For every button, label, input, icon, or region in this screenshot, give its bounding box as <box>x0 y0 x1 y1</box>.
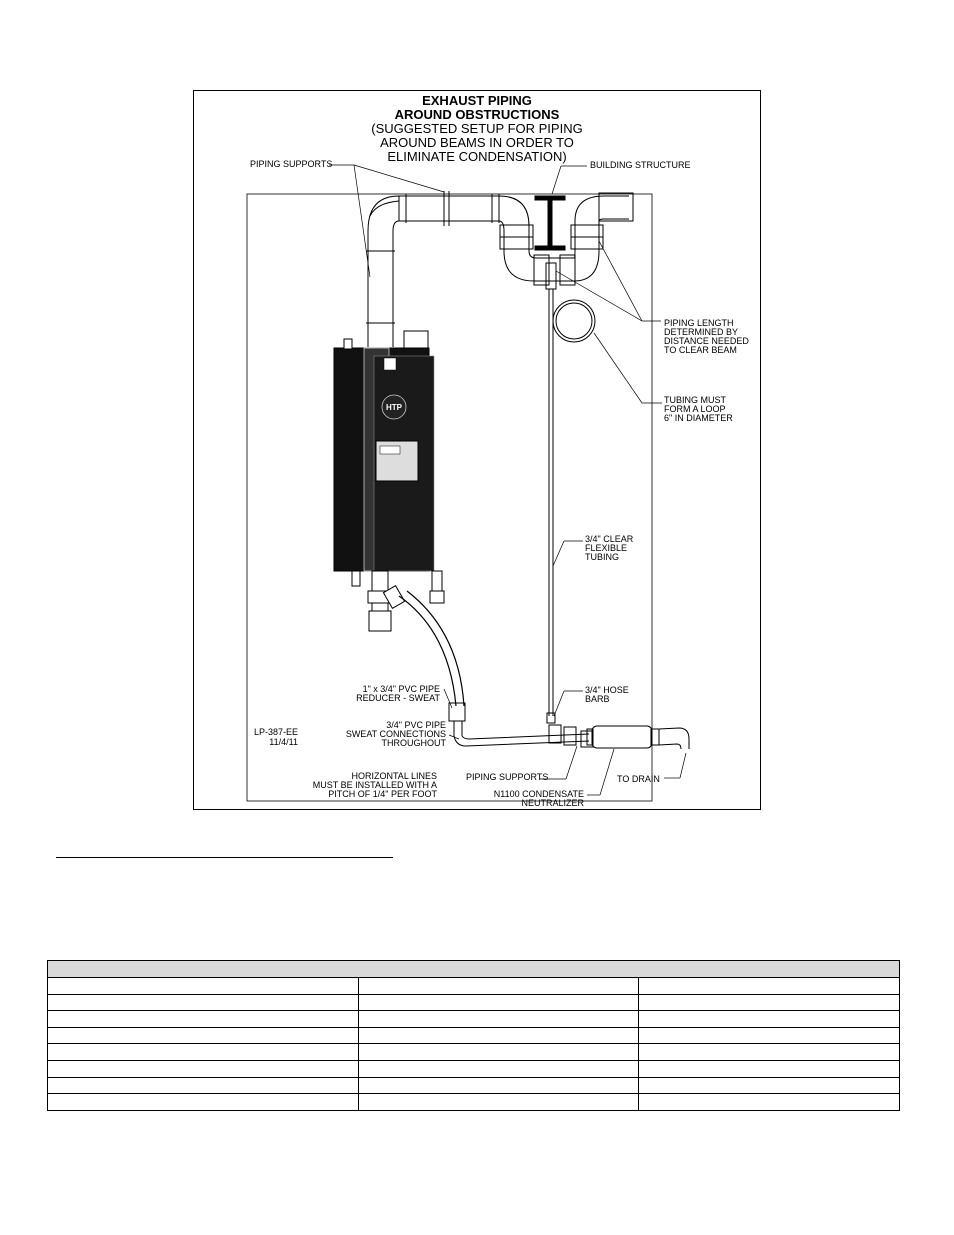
label-pvc-reducer: 1" x 3/4" PVC PIPE REDUCER - SWEAT <box>356 684 440 703</box>
diagram-title <box>194 94 760 164</box>
label-neutralizer: N1100 CONDENSATE NEUTRALIZER <box>493 789 584 808</box>
condensate-neutralizer <box>592 726 652 748</box>
label-hose-barb: 3/4" HOSE BARB <box>585 685 629 704</box>
title-line-1: EXHAUST PIPING <box>422 93 532 108</box>
table-row <box>48 1094 900 1111</box>
table-row <box>48 1044 900 1061</box>
table-cell <box>359 1094 639 1111</box>
table-cell <box>639 1060 900 1077</box>
table-cell <box>48 1094 359 1111</box>
table-row <box>48 978 900 995</box>
table-cell <box>359 1060 639 1077</box>
table-cell <box>48 1011 359 1028</box>
label-horizontal-lines: HORIZONTAL LINES MUST BE INSTALLED WITH A PITCH OF 1/4" PER FOOT <box>312 771 437 799</box>
water-heater <box>334 331 444 631</box>
label-drawing-date: 11/4/11 <box>269 737 298 747</box>
elbow-top-right <box>575 196 629 221</box>
label-tubing-loop: TUBING MUST FORM A LOOP 6" IN DIAMETER <box>664 395 733 423</box>
subtitle-line-3: ELIMINATE CONDENSATION) <box>387 149 567 164</box>
table-cell <box>48 1027 359 1044</box>
title-line-2: AROUND OBSTRUCTIONS <box>394 107 560 122</box>
table-cell <box>639 978 900 995</box>
label-piping-supports-bottom: PIPING SUPPORTS <box>466 772 549 782</box>
table-cell <box>359 1044 639 1061</box>
table-cell <box>359 1027 639 1044</box>
installation-diagram <box>193 90 761 810</box>
htp-logo: HTP <box>386 403 402 412</box>
table-cell <box>48 1060 359 1077</box>
table-row <box>48 1077 900 1094</box>
label-to-drain: TO DRAIN <box>617 774 660 784</box>
tubing-loop <box>553 300 595 342</box>
section-heading-rule <box>56 857 393 858</box>
label-piping-length: PIPING LENGTH DETERMINED BY DISTANCE NEEDED TO CLEAR BEAM <box>664 318 749 355</box>
table-row <box>48 994 900 1011</box>
table-cell <box>359 1011 639 1028</box>
table-cell <box>359 1077 639 1094</box>
table-cell <box>359 978 639 995</box>
subtitle-line-1: (SUGGESTED SETUP FOR PIPING <box>371 121 583 136</box>
table-header-row <box>48 961 900 978</box>
table-cell <box>48 1044 359 1061</box>
table-cell <box>639 1011 900 1028</box>
label-drawing-id: LP-387-EE <box>253 727 298 737</box>
table-body <box>48 978 900 1111</box>
exhaust-pipe-horizontal <box>399 191 499 226</box>
label-clear-tubing: 3/4" CLEAR FLEXIBLE TUBING <box>585 534 634 562</box>
table-row <box>48 1060 900 1077</box>
pvc-drain-line <box>454 725 593 747</box>
table-cell <box>48 978 359 995</box>
table-cell <box>639 1027 900 1044</box>
label-pvc-pipe: 3/4" PVC PIPE SWEAT CONNECTIONS THROUGHOUT <box>345 720 446 748</box>
table-cell <box>639 1094 900 1111</box>
table-row <box>48 1027 900 1044</box>
diagram-drawing <box>194 91 760 809</box>
table-header-cell <box>48 961 900 978</box>
table-cell <box>639 1044 900 1061</box>
exhaust-pipe-vertical <box>366 231 395 347</box>
table-cell <box>639 1077 900 1094</box>
subtitle-line-2: AROUND BEAMS IN ORDER TO <box>380 135 574 150</box>
i-beam <box>535 196 565 250</box>
drain-outlet <box>659 728 689 749</box>
table-cell <box>359 994 639 1011</box>
table-row <box>48 1011 900 1028</box>
table-cell <box>48 1077 359 1094</box>
table-cell <box>639 994 900 1011</box>
label-building-structure: BUILDING STRUCTURE <box>590 160 691 170</box>
data-table <box>47 960 900 1111</box>
table-cell <box>48 994 359 1011</box>
label-piping-supports-top: PIPING SUPPORTS <box>250 159 333 169</box>
hose-barb <box>547 713 555 723</box>
elbow-right-up <box>574 221 599 281</box>
